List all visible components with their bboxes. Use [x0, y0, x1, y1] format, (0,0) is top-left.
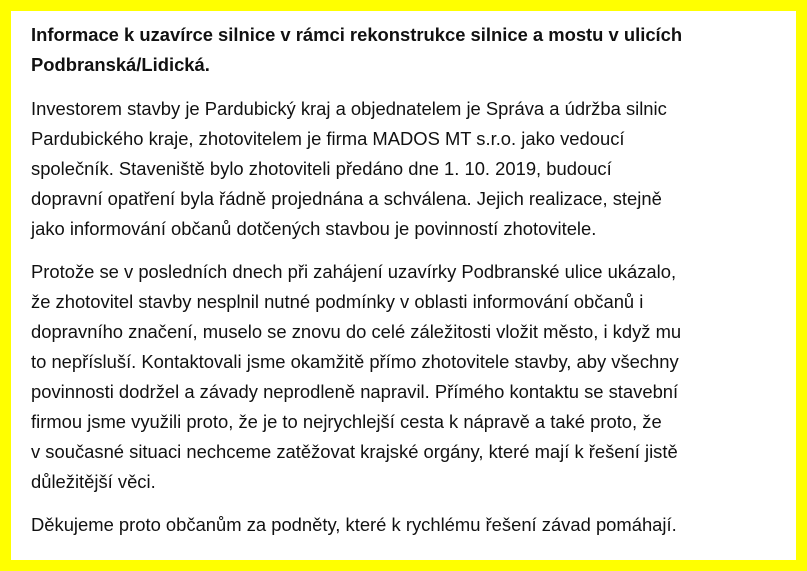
paragraph-thanks — [31, 510, 791, 540]
notice-content — [31, 20, 791, 553]
paragraph-line: to nepřísluší. Kontaktovali jsme okamžitě přímo zhotovitele stavby, aby všechny — [31, 351, 679, 372]
paragraph-line: Protože se v posledních dnech při zahájení uzavírky Podbranské ulice ukázalo, — [31, 261, 677, 282]
paragraph-line: v současné situaci nechceme zatěžovat krajské orgány, které mají k řešení jistě — [31, 441, 678, 462]
paragraph-line: důležitější věci. — [31, 471, 156, 492]
paragraph-line: dopravního značení, muselo se znovu do celé záležitosti vložit město, i když mu — [31, 321, 682, 342]
paragraph-line: že zhotovitel stavby nesplnil nutné podmínky v oblasti informování občanů i — [31, 291, 644, 312]
heading-line: Informace k uzavírce silnice v rámci rekonstrukce silnice a mostu v ulicích — [31, 24, 683, 45]
paragraph-line: Děkujeme proto občanům za podněty, které k rychlému řešení závad pomáhají. — [31, 514, 677, 535]
paragraph-line: dopravní opatření byla řádně projednána a schválena. Jejich realizace, stejně — [31, 188, 662, 209]
paragraph-line: jako informování občanů dotčených stavbou je povinností zhotovitele. — [31, 218, 597, 239]
heading-line: Podbranská/Lidická. — [31, 54, 210, 75]
notice-heading — [31, 20, 791, 80]
paragraph-investor — [31, 94, 791, 244]
paragraph-line: firmou jsme využili proto, že je to nejrychlejší cesta k nápravě a také proto, že — [31, 411, 662, 432]
paragraph-line: společník. Staveniště bylo zhotoviteli předáno dne 1. 10. 2019, budoucí — [31, 158, 612, 179]
paragraph-line: povinnosti dodržel a závady neprodleně napravil. Přímého kontaktu se stavební — [31, 381, 679, 402]
paragraph-line: Investorem stavby je Pardubický kraj a objednatelem je Správa a údržba silnic — [31, 98, 667, 119]
paragraph-city-action — [31, 257, 791, 497]
paragraph-line: Pardubického kraje, zhotovitelem je firma MADOS MT s.r.o. jako vedoucí — [31, 128, 625, 149]
